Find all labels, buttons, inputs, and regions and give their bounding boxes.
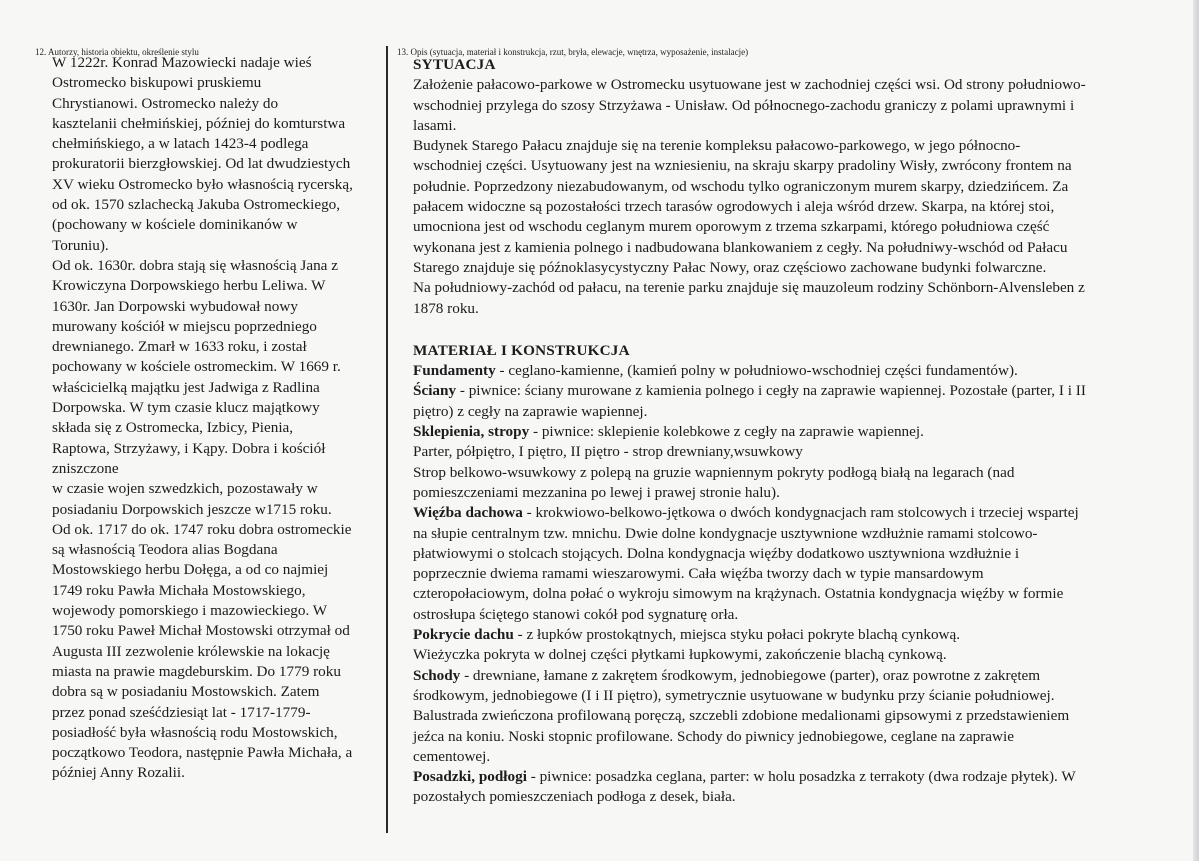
material-label: Schody xyxy=(413,666,461,684)
material-line-text: Parter, półpiętro, I piętro, II piętro - strop drewniany,wsuwkowy xyxy=(413,443,803,461)
section-13-header: 13. Opis (sytuacja, materiał i konstrukcja, rzut, bryła, elewacje, wnętrza, wyposażenie, instalacje) xyxy=(397,47,749,57)
material-line-text: - piwnice: ściany murowane z kamienia polnego i cegły na zaprawie wapiennej. Pozostałe (parter, I i II xyxy=(456,382,1086,400)
history-line: pochowany w kościele ostromeckim. W 1669 r. xyxy=(52,358,341,376)
history-line: przez ponad sześćdziesiąt lat - 1717-1779- xyxy=(52,703,311,721)
material-line xyxy=(413,503,1188,523)
sytuacja-line: Starego znajduje się późnoklasycystyczny Pałac Nowy, oraz częściowo zachowane budynki folwarczne. xyxy=(413,258,1047,276)
material-line xyxy=(413,666,1188,686)
history-line: Mostowskiego herbu Dołęga, a od co najmiej xyxy=(52,561,329,579)
history-line: dobra są w posiadaniu Mostowskich. Zatem xyxy=(52,683,320,701)
history-line: Raptowa, Strzyżawy, i Kąpy. Dobra i kościół xyxy=(52,439,326,457)
history-line: Od ok. 1717 do ok. 1747 roku dobra ostromeckie xyxy=(52,520,352,538)
history-line: 1749 roku Pawła Michała Mostowskiego, xyxy=(52,581,306,599)
material-line-text: Wieżyczka pokryta w dolnej części płytkami łupkowymi, zakończenie blachą cynkową. xyxy=(413,646,947,664)
history-line: 1750 roku Paweł Michał Mostowski otrzymał od xyxy=(52,622,350,640)
sytuacja-line: lasami. xyxy=(413,116,457,134)
material-line-text: płatwiowymi o stolcach stojących. Dolna kondygnacja więźby dodatkowo usztywniona wzdłużnie i xyxy=(413,544,1020,562)
history-line: posiadaniu Dorpowskich jeszcze w1715 roku. xyxy=(52,500,332,518)
material-line-text: jeźca na koniu. Noski stopnic profilowane. Schody do piwnicy jednobiegowe, ceglane na zaprawie xyxy=(413,727,1014,745)
sytuacja-line: umocniona jest od wschodu ceglanym murem oporowym z trzema szkarpami, którego południowa część xyxy=(413,218,1050,236)
material-line xyxy=(413,706,1188,726)
history-line: początkowo Teodora, następnie Pawła Michała, a xyxy=(52,744,353,762)
material-label: Ściany xyxy=(413,382,457,400)
sytuacja-line: wschodniej przylega do szosy Strzyżawa - Unisław. Od północnego-zachodu graniczy z polami uprawnymi i xyxy=(413,96,1075,114)
material-line xyxy=(413,361,1188,381)
material-line-text: ostrosłupa ściętego stanowi cokół pod sygnaturę orła. xyxy=(413,605,739,623)
sytuacja-line: Na południowy-zachód od pałacu, na terenie parku znajduje się mauzoleum rodziny Schönborn-Alvensleben z xyxy=(413,279,1085,297)
material-line xyxy=(413,422,1188,442)
history-line: Dorpowska. W tym czasie klucz majątkowy xyxy=(52,399,320,417)
material-line xyxy=(413,787,1188,807)
history-line: XV wieku Ostromecko było własnością rycerską, xyxy=(52,175,353,193)
material-line-text: Strop belkowo-wsuwkowy z polepą na gruzie wapniennym pokryty podłogą białą na legarach (nad xyxy=(413,463,1015,481)
history-line: właścicielką majątku jest Jadwiga z Radlina xyxy=(52,378,320,396)
material-line xyxy=(413,645,1188,665)
history-line: prokuratorii bierzgłowskiej. Od lat dwudziestych xyxy=(52,155,351,173)
sytuacja-line: 1878 roku. xyxy=(413,299,479,317)
material-line xyxy=(413,524,1188,544)
material-line-text: - drewniane, łamane z zakrętem środkowym, jednobiegowe (parter), oraz powrotne z zakrętem xyxy=(460,666,1041,684)
history-line: W 1222r. Konrad Mazowiecki nadaje wieś xyxy=(52,54,312,71)
material-line xyxy=(413,767,1188,787)
history-line: posiadłość była własnością rodu Mostowskich, xyxy=(52,723,338,741)
sytuacja-line: wykonana jest z kamienia polnego i nadbudowana blankowaniem z cegły. Na południwy-wschód od Pałacu xyxy=(413,238,1068,256)
material-text xyxy=(413,361,1188,808)
history-line: Chrystianowi. Ostromecko należy do xyxy=(52,94,279,112)
sytuacja-heading: SYTUACJA xyxy=(413,56,496,73)
history-line: później Anny Rozalii. xyxy=(52,764,185,782)
sytuacja-line: Budynek Starego Pałacu znajduje się na terenie kompleksu pałacowo-parkowego, w jego północno- xyxy=(413,137,1021,155)
history-line: są własnością Teodora alias Bogdana xyxy=(52,541,278,559)
material-heading: MATERIAŁ I KONSTRUKCJA xyxy=(413,341,630,359)
history-line: od ok. 1570 szlachecką Jakuba Ostromeckiego, xyxy=(52,196,341,214)
history-line: (pochowany w kościele dominikanów w xyxy=(52,216,298,234)
history-line: w czasie wojen szwedzkich, pozostawały w xyxy=(52,480,318,498)
material-line-text: środkowym, jednobiegowe (I i II piętro), symetrycznie usytuowane w budynku przy ścianie południowej. xyxy=(413,686,1055,704)
material-line-text: na słupie centralnym tzw. mnichu. Dwie dolne kondygnacje usztywnione wzdłużnie ramami stolcowo- xyxy=(413,524,1038,542)
history-line: Ostromecko biskupowi pruskiemu xyxy=(52,74,262,92)
material-line xyxy=(413,442,1188,462)
history-line: kasztelanii chełmińskiej, później do komturstwa xyxy=(52,114,346,132)
material-line-text: - ceglano-kamienne, (kamień polny w południowo-wschodniej części fundamentów). xyxy=(495,362,1018,380)
history-line: Od ok. 1630r. dobra stają się własnością Jana z xyxy=(52,256,338,274)
history-line: Krowiczyna Dorpowskiego herbu Leliwa. W xyxy=(52,277,326,295)
history-line: zniszczone xyxy=(52,459,119,477)
history-line: drewnianego. Zmarł w 1633 roku, i został xyxy=(52,338,307,356)
material-label: Więźba dachowa xyxy=(413,504,523,522)
sytuacja-line: południe. Poprzedzony niezabudowanym, od wschodu tylko ograniczonym murem skarpy, dziedzińcem. Za xyxy=(413,177,1069,195)
column-divider xyxy=(386,46,388,833)
material-line xyxy=(413,564,1188,584)
history-line: 1630r. Jan Dorpowski wybudował nowy xyxy=(52,297,298,315)
material-line-text: - piwnice: sklepienie kolebkowe z cegły na zaprawie wapiennej. xyxy=(529,423,924,441)
material-line xyxy=(413,686,1188,706)
sytuacja-line: Założenie pałacowo-parkowe w Ostromecku usytuowane jest w zachodniej części wsi. Od strony południowo- xyxy=(413,76,1086,94)
material-line xyxy=(413,463,1188,483)
material-line-text: pozostałych pomieszczeniach podłoga z desek, biała. xyxy=(413,788,736,806)
material-line xyxy=(413,605,1188,625)
history-line: chełmińskiego, a w latach 1423-4 podlega xyxy=(52,135,309,153)
history-line: miasta na prawie magdeburskim. Do 1779 roku xyxy=(52,662,341,680)
material-line-text: - krokwiowo-belkowo-jętkowa o dwóch kondygnacjach ram stolcowych i trzeciej wspartej xyxy=(522,504,1079,522)
sytuacja-line: wschodniej części. Usytuowany jest na wzniesieniu, na skraju skarpy pradoliny Wisły, zwrócony frontem na xyxy=(413,157,1072,175)
material-line xyxy=(413,381,1188,401)
description-column xyxy=(413,55,1188,808)
material-line-text: piętro) z cegły na zaprawie wapiennej. xyxy=(413,402,648,420)
history-line: murowany kościół w miejscu poprzedniego xyxy=(52,317,317,335)
material-label: Sklepienia, stropy xyxy=(413,423,530,441)
material-line xyxy=(413,727,1188,747)
material-line xyxy=(413,544,1188,564)
material-line-text: Balustrada zwieńczona profilowaną poręczą, szczebli zdobione medalionami gipsowymi z przedstawieniem xyxy=(413,707,1070,725)
material-line xyxy=(413,402,1188,422)
material-line-text: - z łupków prostokątnych, miejsca styku połaci pokryte blachą cynkową. xyxy=(513,626,961,644)
material-line-text: czteropołaciowym, dolna połać o wykroju simowym na krążynach. Ostatnia kondygnacja więźby w formie xyxy=(413,585,1064,603)
material-line xyxy=(413,747,1188,767)
material-label: Posadzki, podłogi xyxy=(413,768,527,786)
material-line-text: cementowej. xyxy=(413,747,491,765)
sytuacja-line: pałacem widoczne są pozostałości trzech tarasów ogrodowych i aleja wśród drzew. Skarpa, na której stoi, xyxy=(413,198,1055,216)
material-line-text: - piwnice: posadzka ceglana, parter: w holu posadzka z terrakoty (dwa rodzaje płytek). W xyxy=(526,768,1076,786)
material-line-text: pomieszczeniami mezzanina po lewej i prawej stronie halu). xyxy=(413,483,780,501)
history-column xyxy=(52,53,382,784)
material-label: Pokrycie dachu xyxy=(413,626,514,644)
history-line: wojewody pomorskiego i mazowieckiego. W xyxy=(52,602,328,620)
material-line xyxy=(413,584,1188,604)
material-label: Fundamenty xyxy=(413,362,496,380)
history-line: Augusta III zezwolenie królewskie na lokację xyxy=(52,642,330,660)
section-12-header: 12. Autorzy, historia obiektu, określenie stylu xyxy=(35,47,199,57)
material-line-text: poprzecznie dwiema ramami wieszarowymi. Cała więźba tworzy dach w typie mansardowym xyxy=(413,565,984,583)
material-line xyxy=(413,483,1188,503)
sytuacja-text xyxy=(413,75,1188,319)
history-line: składa się z Ostromecka, Izbicy, Pienia, xyxy=(52,419,294,437)
history-line: Toruniu). xyxy=(52,236,109,254)
material-line xyxy=(413,625,1188,645)
